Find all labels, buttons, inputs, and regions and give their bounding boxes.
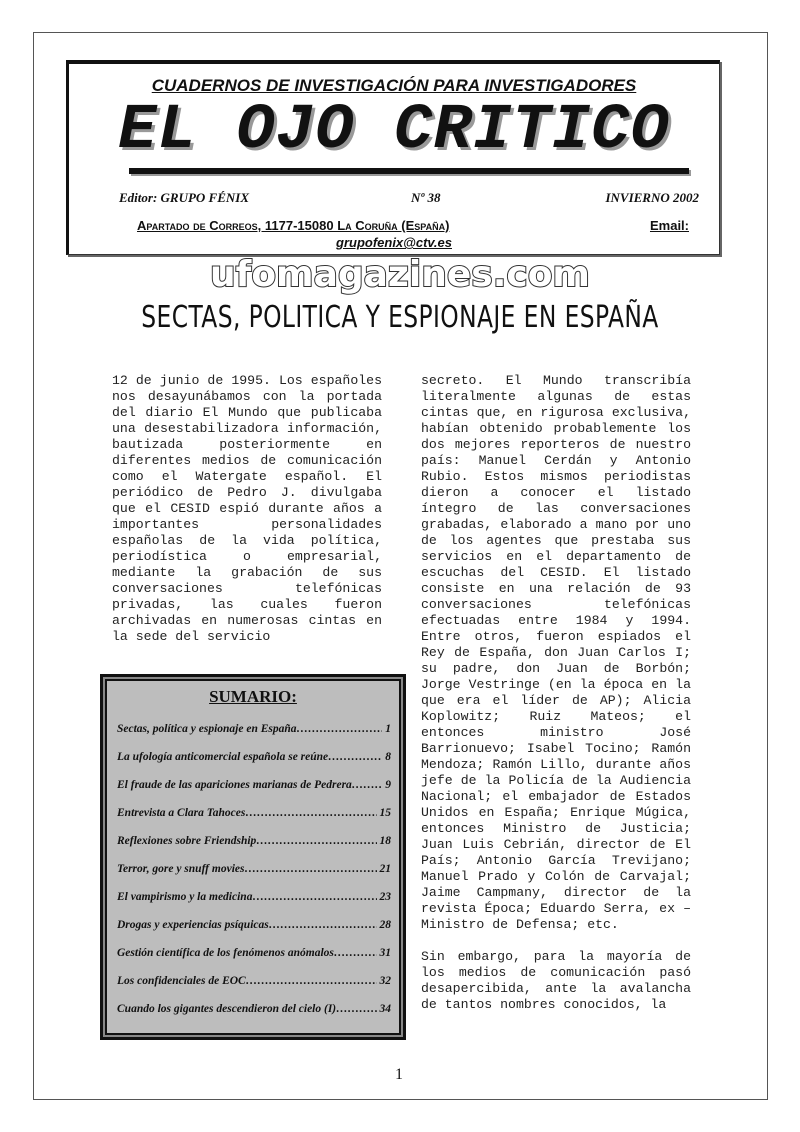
sumario-item-title: Gestión científica de los fenómenos anómalos …………………………………………………… (117, 943, 377, 971)
masthead-title: EL OJO CRITICO (118, 95, 670, 167)
masthead-rule (129, 168, 689, 174)
sumario-item (117, 999, 391, 1027)
sumario-box (100, 674, 406, 1040)
sumario-item-title: Sectas, política y espionaje en España …………………………………………………… (117, 719, 382, 747)
sumario-item (117, 887, 391, 915)
watermark: ufomagazines.com (210, 254, 590, 295)
sumario-item-title: El vampirismo y la medicina …………………………………………………… (117, 887, 377, 915)
sumario-item-title: La ufología anticomercial española se reúne …………………………………………………… (117, 747, 382, 775)
sumario-item-page: 28 (377, 915, 392, 943)
sumario-item-title: El fraude de las apariciones marianas de Pedrera …………………………………………………… (117, 775, 382, 803)
sumario-item-page: 15 (377, 803, 392, 831)
email-link[interactable]: grupofenix@ctv.es (336, 235, 452, 250)
sumario-item-title: Terror, gore y snuff movies …………………………………………………… (117, 859, 377, 887)
editor: Editor: GRUPO FÉNIX (119, 190, 250, 205)
sumario-item-title: Los confidenciales de EOC …………………………………………………… (117, 971, 377, 999)
email-label: Email: (649, 218, 689, 233)
sumario-item-page: 18 (377, 831, 392, 859)
sumario-item-title: Drogas y experiencias psíquicas …………………………………………………… (117, 915, 377, 943)
sumario-item-page: 21 (377, 859, 392, 887)
page-number: 1 (395, 1066, 403, 1083)
season: INVIERNO 2002 (605, 190, 699, 205)
issue-number: Nº 38 (411, 190, 441, 205)
article-headline: SECTAS, POLITICA Y ESPIONAJE EN ESPAÑA (141, 300, 659, 335)
sumario-item-page: 34 (377, 999, 392, 1027)
masthead-subtitle: CUADERNOS DE INVESTIGACIÓN PARA INVESTIGADORES (151, 76, 637, 95)
sumario-item (117, 943, 391, 971)
article-left-column (112, 373, 382, 661)
article-paragraph: Sin embargo, para la mayoría de los medios de comunicación pasó desapercibida, ante la avalancha de tantos nombres conocidos, la (421, 949, 691, 1012)
sumario-title: SUMARIO: (209, 687, 297, 706)
sumario-item-title: Cuando los gigantes descendieron del cielo (I) …………………………………………………… (117, 999, 377, 1027)
sumario-item (117, 915, 391, 943)
sumario-item-title: Reflexiones sobre Friendship …………………………………………………… (117, 831, 377, 859)
sumario-item (117, 719, 391, 747)
sumario-item-page: 23 (377, 887, 392, 915)
sumario-item (117, 803, 391, 831)
sumario-item-page: 31 (377, 943, 392, 971)
sumario-item (117, 747, 391, 775)
sumario-item (117, 971, 391, 999)
masthead (66, 60, 720, 255)
sumario-item (117, 859, 391, 887)
sumario-item-title: Entrevista a Clara Tahoces …………………………………………………… (117, 803, 377, 831)
article-paragraph: secreto. El Mundo transcribía literalmente algunas de estas cintas que, en rigurosa exclusiva, habían obtenido probablemente los dos mejores reporteros de nuestro país: Manuel Cerdán y Antonio Rubio. Estos mismos periodistas dieron a conocer el listado íntegro de las conversaciones grabadas, elaborado a mano por uno de los agentes que prestaba sus servicios en el departamento de escuchas del CESID. El listado consiste en una relación de 93 conversaciones telefónicas efectuadas entre 1984 y 1994. Entre otros, fueron espiados el Rey de España, don Juan Carlos I; su padre, don Juan de Borbón; Jorge Vestringe (en la época en la que era el líder de AP); Alicia Koplowitz; Ruiz Mateos; el entonces ministro José Barrionuevo; Isabel Tocino; Ramón Mendoza; Ramón Lillo, durante años jefe de la Policía de la Audiencia Nacional; el embajador de Estados Unidos en España; Enrique Múgica, entonces Ministro de Justicia; Juan Luis Cebrián, director de El País; Antonio García Trevijano; Manuel Prado y Colón de Carvajal; Jaime Campmany, director de la revista Época; Eduardo Serra, ex – Ministro de Defensa; etc. (421, 373, 691, 932)
address: Apartado de Correos, 1177-15080 La Coruña (España) (137, 218, 450, 233)
sumario-item-page: 32 (377, 971, 392, 999)
sumario-item-page: 1 (382, 719, 391, 747)
sumario-item-page: 8 (382, 747, 391, 775)
article-paragraph: 12 de junio de 1995. Los españoles nos desayunábamos con la portada del diario El Mundo que publicaba una desestabilizadora información, bautizada posteriormente en diferentes medios de comunicación como el Watergate español. El periódico de Pedro J. divulgaba que el CESID espió durante años a importantes personalidades españolas de la vida política, periodística o empresarial, mediante la grabación de sus conversaciones telefónicas privadas, las cuales fueron archivadas en numerosas cintas en la sede del servicio (112, 373, 382, 644)
sumario-item-page: 9 (382, 775, 391, 803)
sumario-item (117, 775, 391, 803)
article-right-column (421, 373, 691, 1029)
sumario-item (117, 831, 391, 859)
